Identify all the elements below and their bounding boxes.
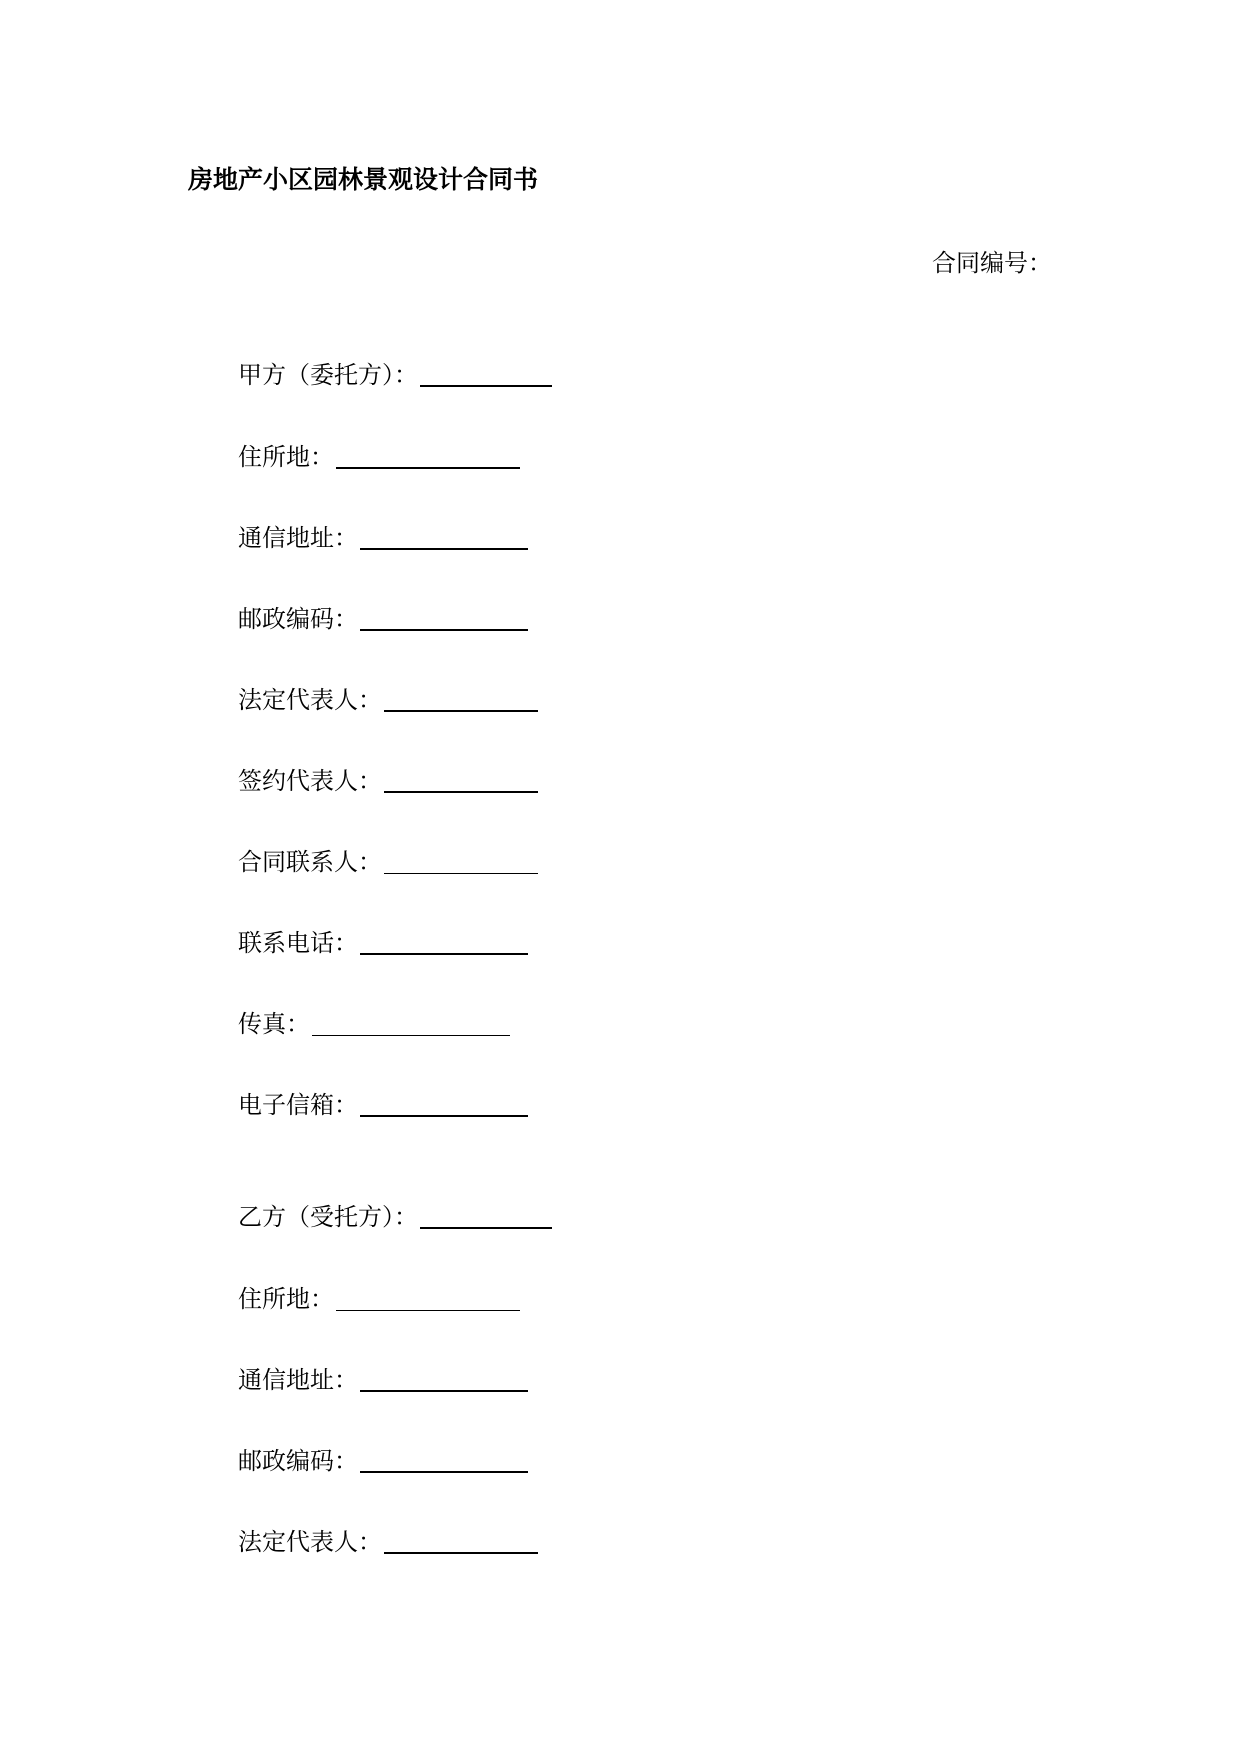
party-a-legal-representative-field <box>238 681 538 715</box>
page-title: 房地产小区园林景观设计合同书 <box>188 165 539 194</box>
party-a-contract-contact-label: 合同联系人： <box>238 848 382 876</box>
party-b-legal-representative-field <box>238 1523 538 1557</box>
party-a-postal-code-blank[interactable] <box>360 629 528 631</box>
party-a-signing-representative-field <box>238 762 538 796</box>
party-b-blank[interactable] <box>420 1227 552 1229</box>
party-a-fax-blank[interactable] <box>312 1035 510 1036</box>
party-b-mailing-address-blank[interactable] <box>360 1390 528 1392</box>
party-a-label: 甲方（委托方）： <box>238 361 418 389</box>
party-b-postal-code-label: 邮政编码： <box>238 1447 358 1475</box>
party-b-postal-code-blank[interactable] <box>360 1471 528 1473</box>
party-a-mailing-address-blank[interactable] <box>360 548 528 550</box>
party-a-email-label: 电子信箱： <box>238 1091 358 1119</box>
party-a-blank[interactable] <box>420 385 552 387</box>
party-a-postal-code-label: 邮政编码： <box>238 605 358 633</box>
party-a-legal-representative-label: 法定代表人： <box>238 686 382 714</box>
party-a-phone-label: 联系电话： <box>238 929 358 957</box>
party-a-contract-contact-blank[interactable] <box>384 873 538 874</box>
party-a-residence-blank[interactable] <box>336 467 520 469</box>
party-b-field <box>238 1198 552 1232</box>
party-a-phone-field <box>238 924 528 958</box>
party-a-residence-field <box>238 438 520 472</box>
party-a-field <box>238 356 552 390</box>
party-b-legal-representative-label: 法定代表人： <box>238 1528 382 1556</box>
party-b-residence-blank[interactable] <box>336 1310 520 1311</box>
party-a-signing-representative-label: 签约代表人： <box>238 767 382 795</box>
party-a-email-blank[interactable] <box>360 1115 528 1117</box>
party-a-fax-label: 传真： <box>238 1010 310 1038</box>
party-b-residence-label: 住所地： <box>238 1285 334 1313</box>
party-a-residence-label: 住所地： <box>238 443 334 471</box>
party-a-mailing-address-label: 通信地址： <box>238 524 358 552</box>
party-a-email-field <box>238 1086 528 1120</box>
party-b-mailing-address-label: 通信地址： <box>238 1366 358 1394</box>
party-b-label: 乙方（受托方）： <box>238 1203 418 1231</box>
party-a-fax-field <box>238 1005 510 1039</box>
party-b-postal-code-field <box>238 1442 528 1476</box>
party-b-mailing-address-field <box>238 1361 528 1395</box>
party-a-legal-representative-blank[interactable] <box>384 710 538 712</box>
party-a-signing-representative-blank[interactable] <box>384 791 538 793</box>
party-a-mailing-address-field <box>238 519 528 553</box>
party-a-phone-blank[interactable] <box>360 953 528 955</box>
contract-number-label: 合同编号： <box>932 249 1052 277</box>
party-b-legal-representative-blank[interactable] <box>384 1552 538 1554</box>
party-a-contract-contact-field <box>238 843 538 877</box>
party-b-residence-field <box>238 1280 520 1314</box>
party-a-postal-code-field <box>238 600 528 634</box>
